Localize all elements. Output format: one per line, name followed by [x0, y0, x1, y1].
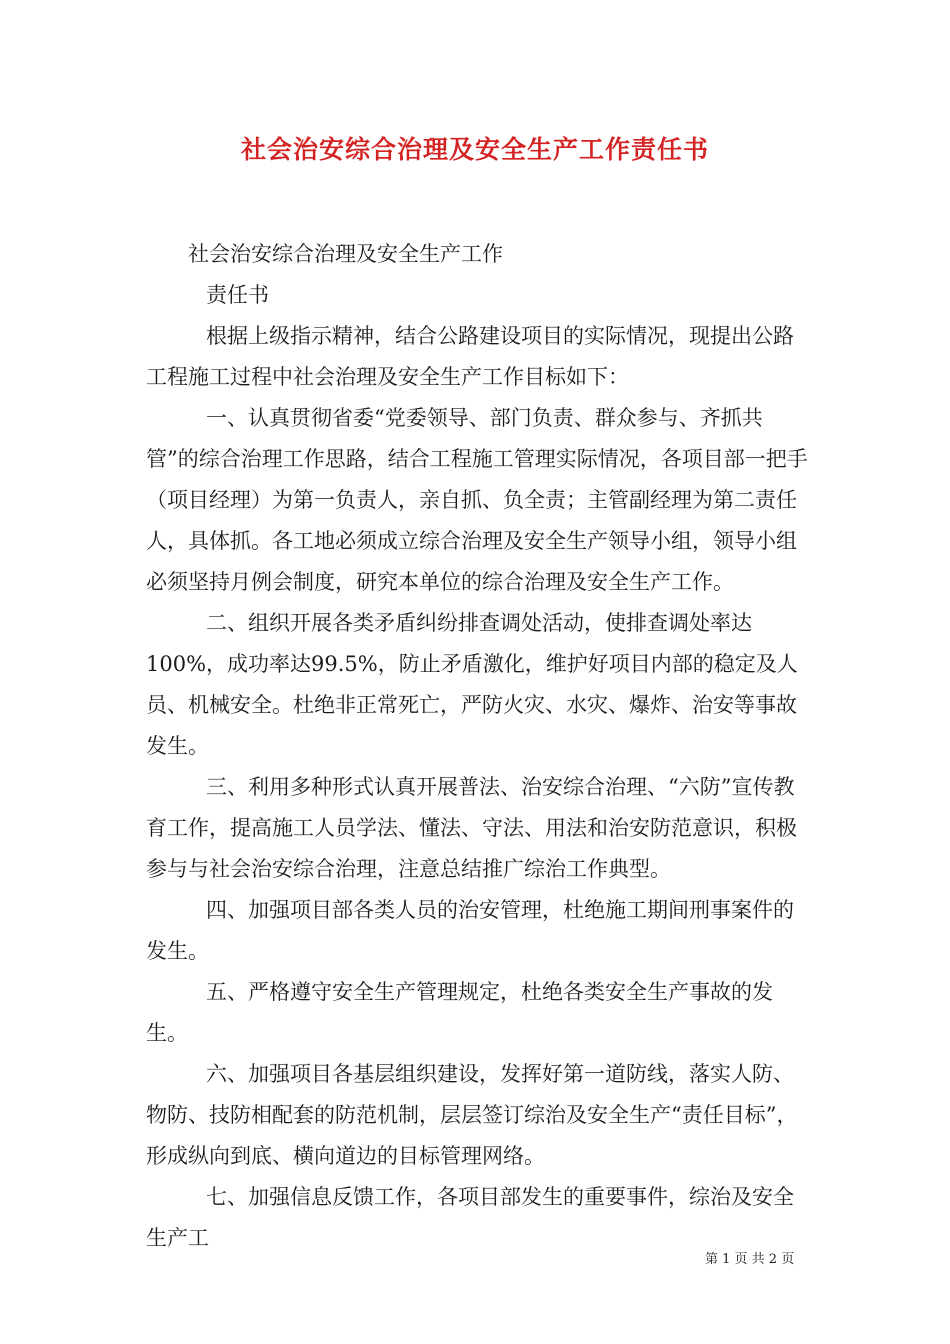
- page-indicator: 第 1 页 共 2 页: [705, 1252, 795, 1267]
- document-body: [146, 234, 814, 1259]
- paragraph-heading-line-1: 社会治安综合治理及安全生产工作: [188, 242, 503, 266]
- paragraph-heading-line-2: 责任书: [206, 283, 269, 307]
- paragraph-item-5: 五、严格遵守安全生产管理规定，杜绝各类安全生产事故的发生。: [146, 980, 773, 1045]
- paragraph-item-7: 七、加强信息反馈工作，各项目部发生的重要事件，综治及安全生产工: [146, 1185, 794, 1250]
- paragraph-intro: 根据上级指示精神，结合公路建设项目的实际情况，现提出公路工程施工过程中社会治理及安全生产工作目标如下：: [146, 324, 794, 389]
- paragraph-item-1: 一、认真贯彻省委“党委领导、部门负责、群众参与、齐抓共管”的综合治理工作思路，结合工程施工管理实际情况，各项目部一把手（项目经理）为第一负责人，亲自抓、负全责；主管副经理为第二责任人，具体抓。各工地必须成立综合治理及安全生产领导小组，领导小组必须坚持月例会制度，研究本单位的综合治理及安全生产工作。: [146, 406, 808, 594]
- paragraph-item-3: 三、利用多种形式认真开展普法、治安综合治理、“六防”宣传教育工作，提高施工人员学法、懂法、守法、用法和治安防范意识，积极参与与社会治安综合治理，注意总结推广综治工作典型。: [146, 775, 797, 881]
- document-title: 社会治安综合治理及安全生产工作责任书: [240, 135, 709, 164]
- paragraph-item-6: 六、加强项目各基层组织建设，发挥好第一道防线，落实人防、物防、技防相配套的防范机制，层层签订综治及安全生产“责任目标”，形成纵向到底、横向道边的目标管理网络。: [146, 1062, 798, 1168]
- paragraph-item-4: 四、加强项目部各类人员的治安管理，杜绝施工期间刑事案件的发生。: [146, 898, 794, 963]
- paragraph-item-2: 二、组织开展各类矛盾纠纷排查调处活动，使排查调处率达100%，成功率达99.5%，防止矛盾激化，维护好项目内部的稳定及人员、机械安全。杜绝非正常死亡，严防火灾、水灾、爆炸、治安等事故发生。: [146, 611, 798, 758]
